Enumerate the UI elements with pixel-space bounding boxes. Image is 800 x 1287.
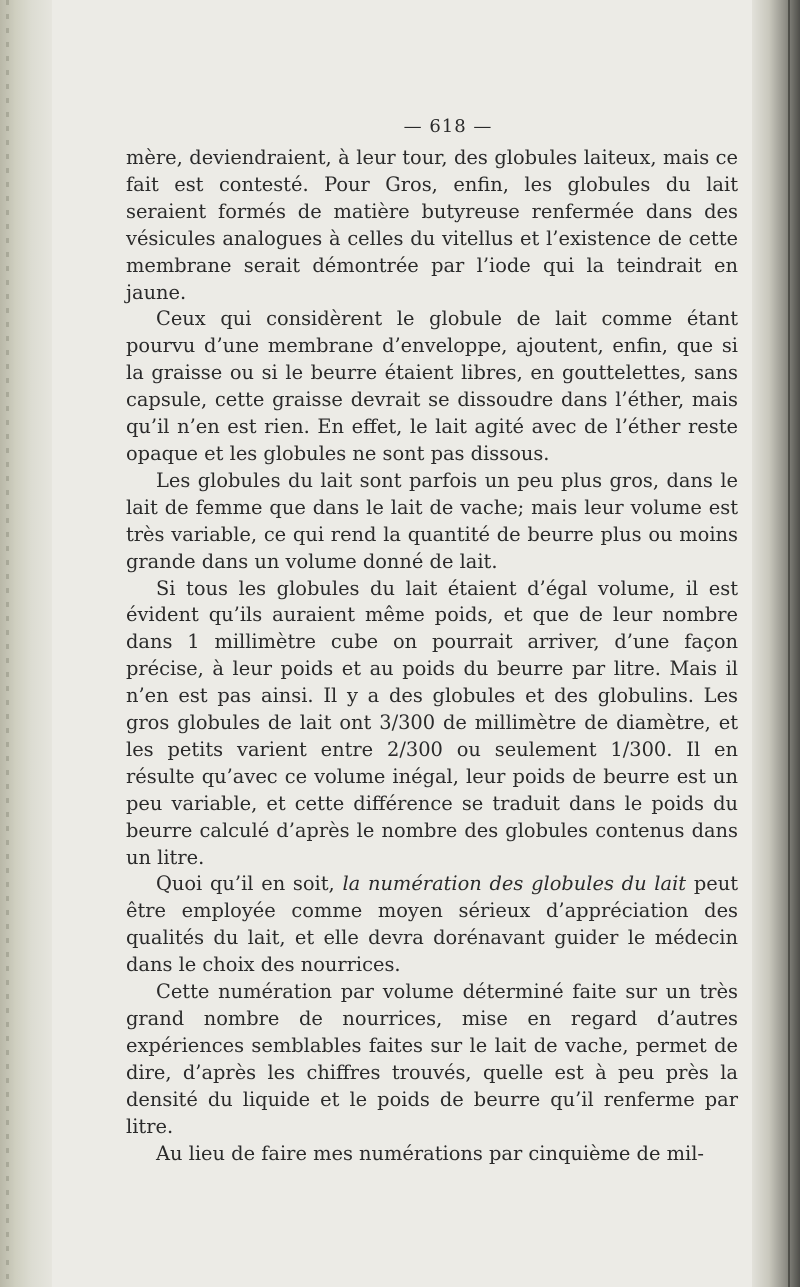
paragraph-p7: [126, 1141, 738, 1168]
paragraph-text: Cette numération par volume déterminé faite sur un très grand nombre de nourrices, mise en regard d’autres expériences semblables faites sur le lait de vache, permet de dire, d’après les chiffres trouvés, quelle est à peu près la densité du liquide et le poids de beurre qu’il renferme par litre.: [126, 980, 738, 1138]
paragraph-text: Si tous les globules du lait étaient d’égal volume, il est évident qu’ils auraient même poids, et que de leur nombre dans 1 millimètre cube on pourrait arriver, d’une façon précise, à leur poids et au poids du beurre par litre. Mais il n’en est pas ainsi. Il y a des globules et des globulins. Les gros globules de lait ont 3/300 de millimètre de diamètre, et les petits varient entre 2/300 ou seulement 1/300. Il en résulte qu’avec ce volume inégal, leur poids de beurre est un peu variable, et cette différence se traduit dans le poids du beurre calculé d’après le nombre des globules contenus dans un litre.: [126, 576, 738, 869]
book-page: [126, 116, 738, 1167]
page-left-edge: [0, 0, 52, 1287]
emphasized-text: la numération des globules du lait: [342, 872, 687, 896]
page-body-text: [126, 145, 738, 1167]
paragraph-p3: [126, 468, 738, 576]
paragraph-text: mère, deviendraient, à leur tour, des globules laiteux, mais ce fait est contesté. Pour Gros, enfin, les globules du lait seraient formés de matière butyreuse renfermée dans des vésicules analogues à celles du vitellus et l’existence de cette membrane serait démontrée par l’iode qui la teindrait en jaune.: [126, 146, 738, 304]
paragraph-p4: [126, 576, 738, 872]
paragraph-p6: [126, 979, 738, 1140]
paragraph-p5: [126, 871, 738, 979]
page-number-header: — 618 —: [403, 116, 493, 137]
paragraph-text: Ceux qui considèrent le globule de lait comme étant pourvu d’une membrane d’enveloppe, ajoutent, enfin, que si la graisse ou si le beurre étaient libres, en gouttelettes, sans capsule, cette graisse devrait se dissoudre dans l’éther, mais qu’il n’en est rien. En effet, le lait agité avec de l’éther reste opaque et les globules ne sont pas dissous.: [126, 307, 738, 465]
paragraph-text: peut être employée comme moyen sérieux d’appréciation des qualités du lait, et elle devra dorénavant guider le médecin dans le choix des nourrices.: [126, 872, 738, 977]
paragraph-p2: [126, 306, 738, 467]
paragraph-p1: [126, 145, 738, 306]
page-binding-shadow: [752, 0, 800, 1287]
paragraph-text: Les globules du lait sont parfois un peu plus gros, dans le lait de femme que dans le lait de vache; mais leur volume est très variable, ce qui rend la quantité de beurre plus ou moins grande dans un volume donné de lait.: [126, 468, 738, 573]
paragraph-text: Au lieu de faire mes numérations par cinquième de mil-: [156, 1141, 704, 1165]
paragraph-text: Quoi qu’il en soit,: [156, 872, 343, 896]
